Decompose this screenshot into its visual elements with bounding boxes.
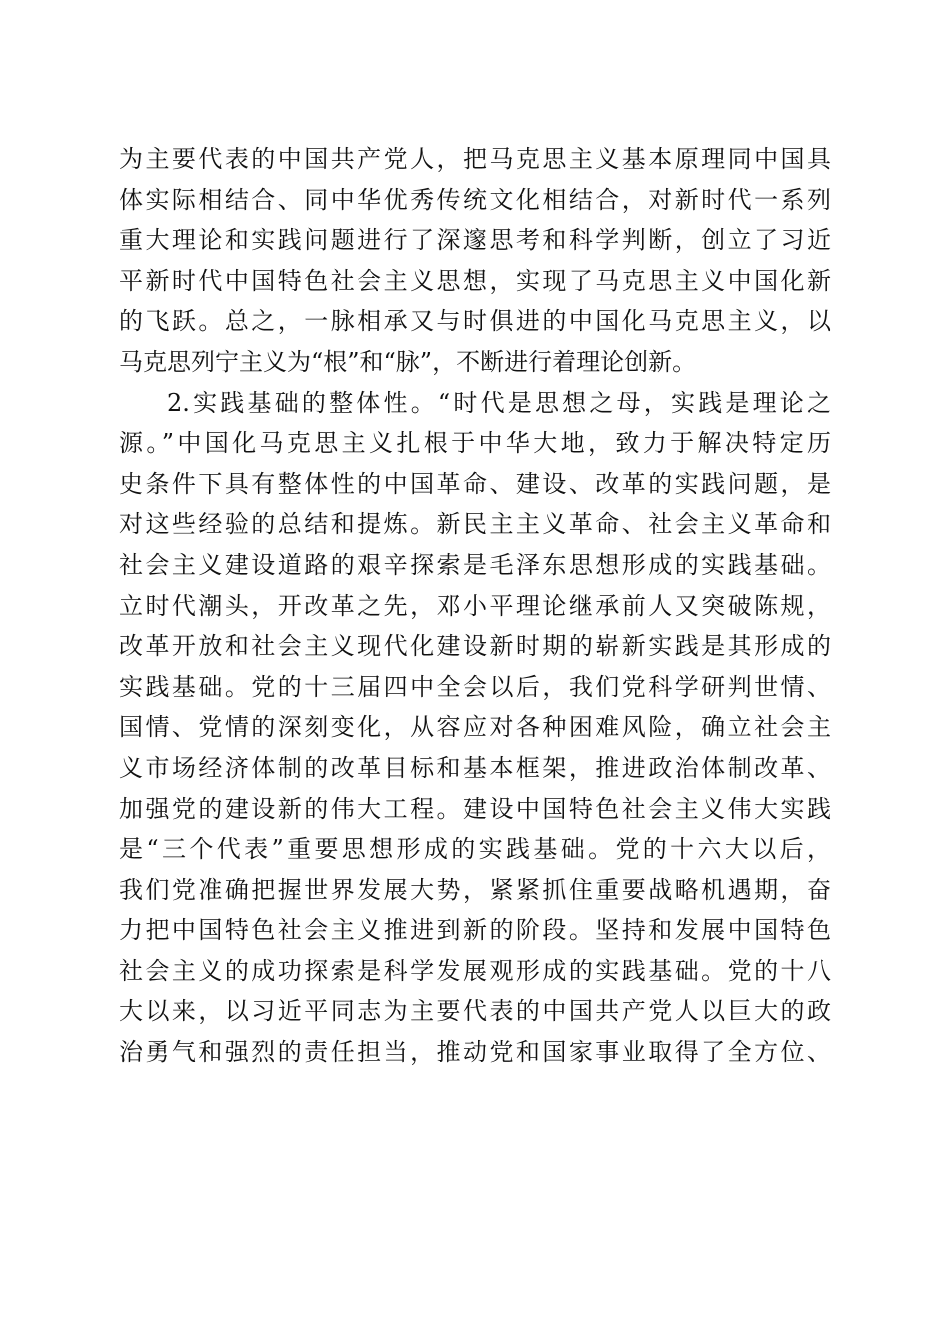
text-line: 社会主义建设道路的艰辛探索是毛泽东思想形成的实践基础。 bbox=[119, 550, 831, 579]
text-line: 国情、党情的深刻变化，从容应对各种困难风险，确立社会主 bbox=[119, 713, 831, 742]
text-line: 体实际相结合、同中华优秀传统文化相结合，对新时代一系列 bbox=[119, 185, 831, 214]
text-line: 改革开放和社会主义现代化建设新时期的崭新实践是其形成的 bbox=[119, 632, 831, 661]
text-line: 力把中国特色社会主义推进到新的阶段。坚持和发展中国特色 bbox=[119, 916, 831, 945]
text-line: 立时代潮头，开改革之先，邓小平理论继承前人又突破陈规， bbox=[119, 591, 831, 620]
body-text bbox=[119, 139, 831, 1073]
text-line: 的飞跃。总之，一脉相承又与时俱进的中国化马克思主义，以 bbox=[119, 307, 831, 336]
text-line: 治勇气和强烈的责任担当，推动党和国家事业取得了全方位、 bbox=[119, 1038, 831, 1067]
text-line: 史条件下具有整体性的中国革命、建设、改革的实践问题，是 bbox=[119, 469, 831, 498]
text-line: 重大理论和实践问题进行了深邃思考和科学判断，创立了习近 bbox=[119, 226, 831, 255]
text-line: 实践基础。党的十三届四中全会以后，我们党科学研判世情、 bbox=[119, 672, 831, 701]
text-line: 我们党准确把握世界发展大势，紧紧抓住重要战略机遇期，奋 bbox=[119, 875, 831, 904]
text-line: 对这些经验的总结和提炼。新民主主义革命、社会主义革命和 bbox=[119, 510, 831, 539]
section-heading-line: 2.实践基础的整体性。“时代是思想之母，实践是理论之 bbox=[167, 388, 831, 417]
text-line: 源。”中国化马克思主义扎根于中华大地，致力于解决特定历 bbox=[119, 429, 831, 458]
text-line: 社会主义的成功探索是科学发展观形成的实践基础。党的十八 bbox=[119, 956, 831, 985]
text-line: 义市场经济体制的改革目标和基本框架，推进政治体制改革、 bbox=[119, 753, 831, 782]
text-line: 是“三个代表”重要思想形成的实践基础。党的十六大以后， bbox=[119, 835, 831, 864]
text-line: 马克思列宁主义为“根”和“脉”，不断进行着理论创新。 bbox=[119, 347, 697, 376]
text-line: 加强党的建设新的伟大工程。建设中国特色社会主义伟大实践 bbox=[119, 794, 831, 823]
text-line: 为主要代表的中国共产党人，把马克思主义基本原理同中国具 bbox=[119, 145, 831, 173]
text-line: 平新时代中国特色社会主义思想，实现了马克思主义中国化新 bbox=[119, 266, 831, 295]
text-line: 大以来，以习近平同志为主要代表的中国共产党人以巨大的政 bbox=[119, 997, 831, 1026]
